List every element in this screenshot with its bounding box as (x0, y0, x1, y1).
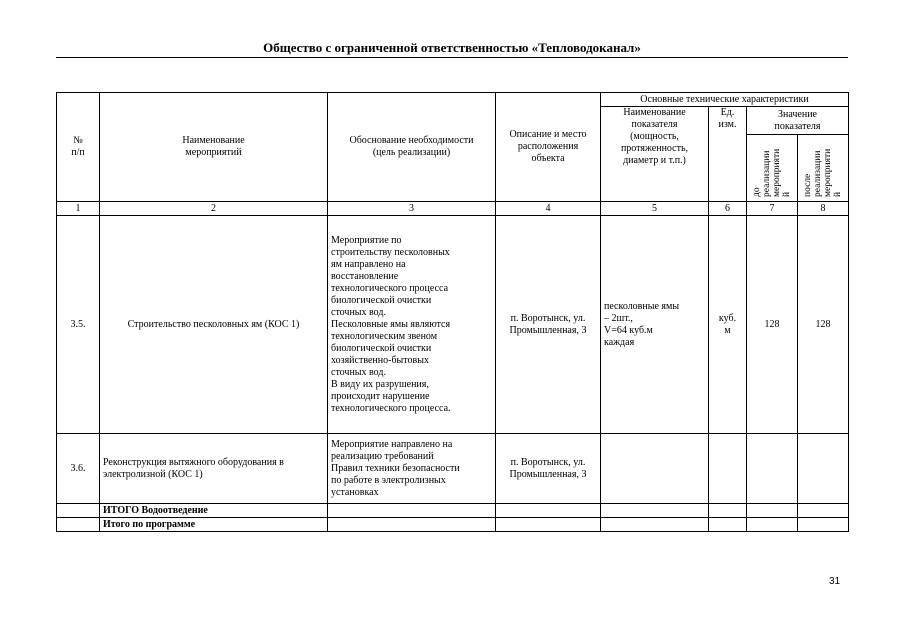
header-before-label: до реализации мероприяти й (752, 148, 792, 197)
row-value-after (798, 434, 849, 504)
table-row (57, 434, 849, 504)
column-number: 4 (496, 202, 601, 216)
total-row-program (57, 518, 849, 532)
header-name: Наименование мероприятий (100, 93, 328, 202)
empty-cell (328, 504, 496, 518)
header-unit: Ед. изм. (709, 107, 747, 202)
empty-cell (496, 504, 601, 518)
empty-cell (798, 518, 849, 532)
total-row-sewerage (57, 504, 849, 518)
column-number: 3 (328, 202, 496, 216)
measures-table (56, 92, 849, 532)
empty-cell (709, 518, 747, 532)
empty-cell (709, 504, 747, 518)
empty-cell (496, 518, 601, 532)
row-value-before (747, 434, 798, 504)
header-technical-characteristics: Основные технические характеристики (601, 93, 849, 107)
row-unit: куб. м (709, 216, 747, 434)
empty-cell (328, 518, 496, 532)
row-value-after: 128 (798, 216, 849, 434)
page-number: 31 (829, 576, 841, 587)
page-title: Общество с ограниченной ответственностью «Тепловодоканал» (263, 40, 641, 55)
total-program-label: Итого по программе (100, 518, 328, 532)
row-name: Реконструкция вытяжного оборудования в электролизной (КОС 1) (100, 434, 328, 504)
row-indicator (601, 434, 709, 504)
total-sewerage-label: ИТОГО Водоотведение (100, 504, 328, 518)
header-value: Значение показателя (747, 107, 849, 135)
empty-cell (57, 518, 100, 532)
row-name: Строительство песколовных ям (КОС 1) (100, 216, 328, 434)
empty-cell (57, 504, 100, 518)
column-number-row (57, 202, 849, 216)
column-number: 7 (747, 202, 798, 216)
row-justification: Мероприятие направлено на реализацию требований Правил техники безопасности по работе в электролизных установках (328, 434, 496, 504)
header-after (798, 135, 849, 202)
column-number: 2 (100, 202, 328, 216)
header-before (747, 135, 798, 202)
column-number: 6 (709, 202, 747, 216)
row-location: п. Воротынск, ул. Промышленная, 3 (496, 216, 601, 434)
row-location: п. Воротынск, ул. Промышленная, 3 (496, 434, 601, 504)
header-indicator: Наименование показателя (мощность, протяженность, диаметр и т.п.) (601, 107, 709, 202)
empty-cell (601, 518, 709, 532)
column-number: 5 (601, 202, 709, 216)
empty-cell (601, 504, 709, 518)
row-indicator: песколовные ямы – 2шт., V=64 куб.м каждая (601, 216, 709, 434)
row-num: 3.5. (57, 216, 100, 434)
header-location: Описание и место расположения объекта (496, 93, 601, 202)
column-number: 1 (57, 202, 100, 216)
header-num: № п/п (57, 93, 100, 202)
header-divider (56, 57, 848, 58)
row-num: 3.6. (57, 434, 100, 504)
row-unit (709, 434, 747, 504)
empty-cell (747, 504, 798, 518)
header-after-label: после реализации мероприяти й (803, 148, 843, 197)
table-row (57, 216, 849, 434)
row-value-before: 128 (747, 216, 798, 434)
empty-cell (798, 504, 849, 518)
row-justification: Мероприятие по строительству песколовных ям направлено на восстановление технологического процесса биологической очистки сточных вод. Песколовные ямы являются технологическим звеном биологической очистки хозяйственно-бытовых сточных вод. В виду их разрушения, происходит нарушение технологического процесса. (328, 216, 496, 434)
empty-cell (747, 518, 798, 532)
column-number: 8 (798, 202, 849, 216)
header-justification: Обоснование необходимости (цель реализации) (328, 93, 496, 202)
